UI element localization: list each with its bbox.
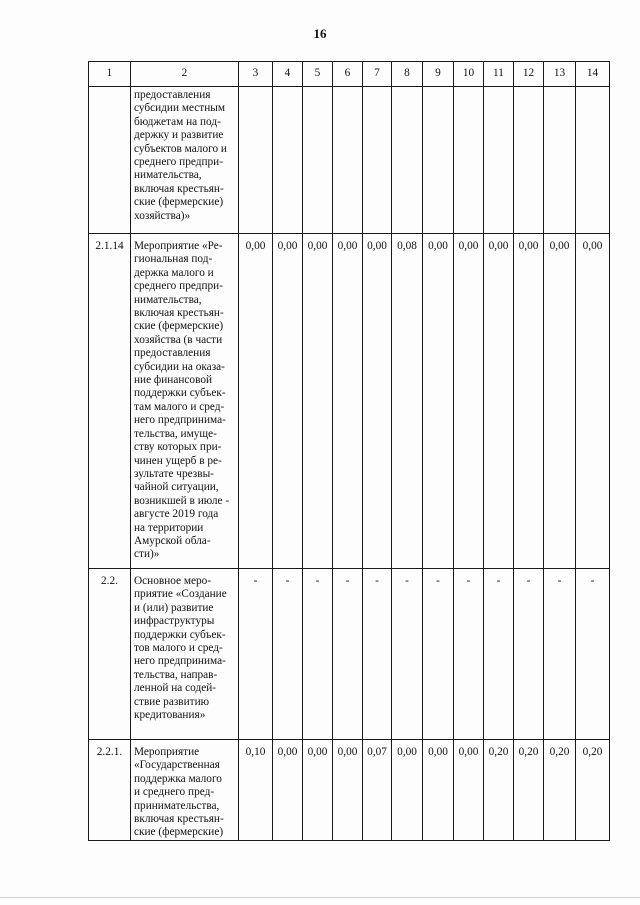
value-cell: 0,00 [423,740,454,841]
value-cell: 0,00 [273,234,303,569]
description-line: среднего предпри- [134,156,223,169]
value-cell: - [363,569,392,740]
col-header: 5 [303,62,333,87]
description-line: на территории [134,521,204,534]
value-cell [333,87,363,234]
description-line: предоставления [134,347,211,360]
description-line: «Государственная [134,759,220,772]
value-cell [544,87,576,234]
description-line: субъектов малого и [134,142,227,155]
description-line: ские (фермерские) [134,196,224,209]
description-line: ству которых при- [134,441,222,454]
description-line: включая крестьян- [134,182,224,195]
description-line: включая крестьян- [134,813,224,826]
description-line: него предпринима- [134,414,226,427]
value-cell: - [333,569,363,740]
value-cell [303,87,333,234]
value-cell: 0,00 [333,234,363,569]
col-header: 8 [392,62,423,87]
description-line: ленной на содей- [134,682,217,695]
value-cell: - [514,569,544,740]
description-line: Амурской обла- [134,534,211,547]
value-cell: - [454,569,484,740]
page-number: 16 [313,26,327,41]
value-cell: 0,00 [484,234,514,569]
description-line: инфраструктуры [134,615,215,628]
description-line: тов малого и сред- [134,642,223,655]
table-row [89,740,610,841]
value-cell: - [239,569,273,740]
description-line: предоставления [134,89,211,101]
value-cell: 0,00 [363,234,392,569]
description-line: возникшей в июле - [134,494,230,507]
description-line: и (или) развитие [134,601,214,614]
description-cell [131,234,239,569]
value-cell: 0,00 [392,740,423,841]
value-cell: 0,00 [333,740,363,841]
description-line: включая крестьян- [134,307,224,320]
description-line: августе 2019 года [134,508,219,521]
value-cell: 0,00 [303,234,333,569]
value-cell [423,87,454,234]
description-line: субсидии местным [134,102,226,115]
description-line: ские (фермерские) [134,320,224,333]
value-cell: 0,10 [239,740,273,841]
value-cell: - [273,569,303,740]
value-cell: 0,20 [544,740,576,841]
description-line: поддержки субъек- [134,387,226,400]
description-line: Мероприятие «Ре- [134,240,223,252]
col-header: 3 [239,62,273,87]
description-line: держка малого и [134,266,214,279]
col-header: 14 [576,62,610,87]
value-cell: 0,00 [273,740,303,841]
row-number-cell: 2.1.14 [89,234,131,569]
col-header: 10 [454,62,484,87]
description-line: него предпринима- [134,655,226,668]
description-line: принимательства, [134,799,220,812]
value-cell [273,87,303,234]
data-table [88,61,610,841]
description-line: ствие развитию [134,695,210,708]
description-line: бюджетам на под- [134,115,221,128]
row-number-cell: 2.2.1. [89,740,131,841]
col-header: 2 [131,62,239,87]
value-cell: 0,00 [454,740,484,841]
description-line: приятие «Создание [134,588,227,601]
description-line: тельства, имуще- [134,427,217,440]
description-line: поддержка малого [134,772,222,785]
value-cell [454,87,484,234]
row-number-cell: 2.2. [89,569,131,740]
description-line: и среднего пред- [134,786,215,799]
col-header: 9 [423,62,454,87]
description-line: там малого и сред- [134,400,225,413]
value-cell: 0,20 [576,740,610,841]
description-cell [131,569,239,740]
value-cell [363,87,392,234]
col-header: 11 [484,62,514,87]
description-line: гиональная под- [134,253,213,266]
description-line: держку и развитие [134,129,224,142]
description-line: хозяйства (в части [134,333,223,346]
description-line: ние финансовой [134,374,213,387]
value-cell: 0,00 [423,234,454,569]
value-cell: 0,00 [544,234,576,569]
value-cell: 0,00 [576,234,610,569]
value-cell [392,87,423,234]
description-line: поддержки субъек- [134,628,226,641]
col-header: 13 [544,62,576,87]
value-cell [484,87,514,234]
description-cell [131,740,239,841]
value-cell [239,87,273,234]
description-line: чинен ущерб в ре- [134,454,222,467]
col-header: 4 [273,62,303,87]
value-cell: 0,00 [239,234,273,569]
value-cell: - [303,569,333,740]
col-header: 7 [363,62,392,87]
value-cell: 0,00 [514,234,544,569]
value-cell: 0,00 [454,234,484,569]
value-cell: 0,20 [514,740,544,841]
description-line: хозяйства)» [134,209,191,222]
description-line: Основное меро- [134,575,212,587]
value-cell: - [576,569,610,740]
row-number-cell [89,87,131,234]
value-cell [514,87,544,234]
col-header: 12 [514,62,544,87]
description-line: чайной ситуации, [134,481,219,494]
col-header: 6 [333,62,363,87]
description-cell [131,87,239,234]
value-cell: - [423,569,454,740]
value-cell [576,87,610,234]
value-cell: - [544,569,576,740]
description-line: ские (фермерские) [134,826,224,839]
description-line: зультате чрезвы- [134,467,214,480]
description-line: кредитования» [134,709,206,722]
value-cell: 0,07 [363,740,392,841]
value-cell: 0,20 [484,740,514,841]
table-row [89,569,610,740]
table-row [89,234,610,569]
description-line: Мероприятие [134,746,200,758]
value-cell: 0,08 [392,234,423,569]
table-row [89,87,610,234]
table-header-row [89,62,610,87]
description-line: нимательства, [134,293,202,306]
description-line: тельства, направ- [134,668,218,681]
value-cell: - [392,569,423,740]
value-cell: - [484,569,514,740]
scan-edge-line [0,897,640,898]
description-line: нимательства, [134,169,202,182]
description-line: сти)» [134,548,160,561]
col-header: 1 [89,62,131,87]
value-cell: 0,00 [303,740,333,841]
description-line: субсидии на оказа- [134,360,225,373]
description-line: среднего предпри- [134,280,223,293]
